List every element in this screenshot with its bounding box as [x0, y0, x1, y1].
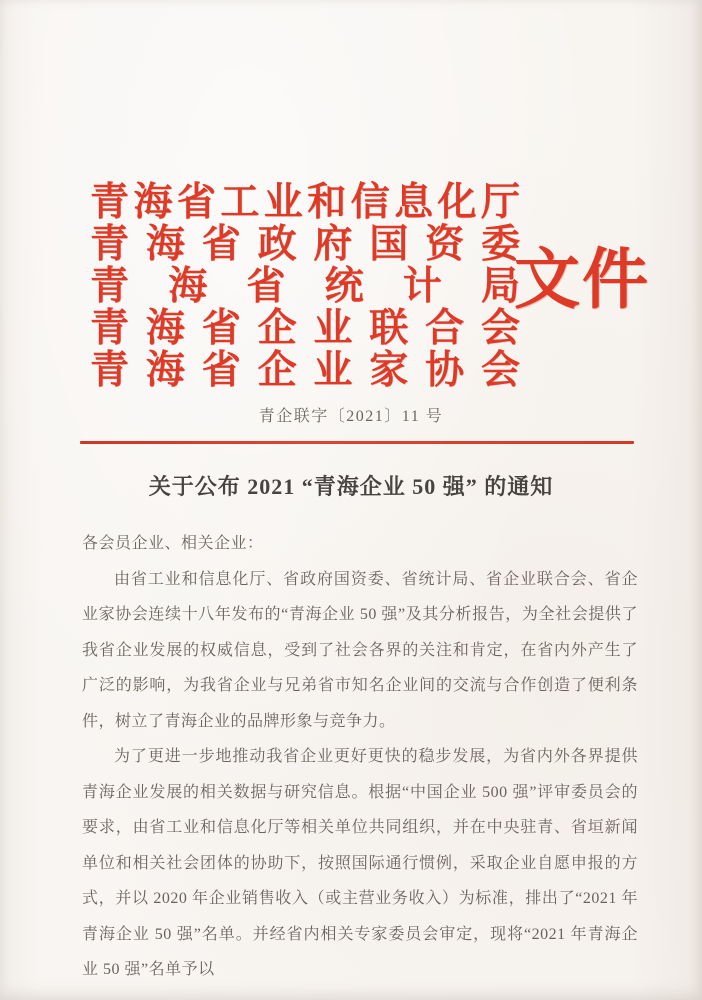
issuing-org-list: [90, 182, 520, 392]
red-divider-line: [80, 441, 634, 444]
paragraph-1: 由省工业和信息化厅、省政府国资委、省统计局、省企业联合会、省企业家协会连续十八年发布的“青海企业 50 强”及其分析报告，为全社会提供了我省企业发展的权威信息，受到了社会各界的关注和肯定，在省内外产生了广泛的影响，为我省企业与兄弟省市知名企业间的交流与合作创造了便利条件，树立了青海企业的品牌形象与竞争力。: [82, 570, 638, 730]
doc-number: 青企联字〔2021〕11 号: [258, 408, 444, 425]
org-name-3: 青海省统计局: [90, 265, 520, 308]
org-name-1: 青海省工业和信息化厅: [90, 181, 520, 224]
letterhead: [0, 0, 702, 392]
doc-type-label: 文件: [514, 244, 650, 317]
page-title: 关于公布 2021 “青海企业 50 强” 的通知: [148, 474, 554, 499]
salutation: 各会员企业、相关企业：: [82, 535, 264, 552]
document-body: [0, 526, 702, 988]
org-name-5: 青海省企业家协会: [90, 349, 520, 392]
paragraph-2: 为了更进一步地推动我省企业更好更快的稳步发展，为省内外各界提供青海企业发展的相关数据与研究信息。根据“中国企业 500 强”评审委员会的要求，由省工业和信息化厅等相关单位共同组织，并在中央驻青、省垣新闻单位和相关社会团体的协助下，按照国际通行惯例，采取企业自愿申报的方式，并以 2020 年企业销售收入（或主营业务收入）为标准，排出了“2021 年青海企业 50 强”名单。并经省内相关专家委员会审定，现将“2021 年青海企业 50 强”名单予以: [82, 748, 638, 978]
org-name-2: 青海省政府国资委: [90, 223, 520, 266]
org-name-4: 青海省企业联合会: [90, 307, 520, 350]
